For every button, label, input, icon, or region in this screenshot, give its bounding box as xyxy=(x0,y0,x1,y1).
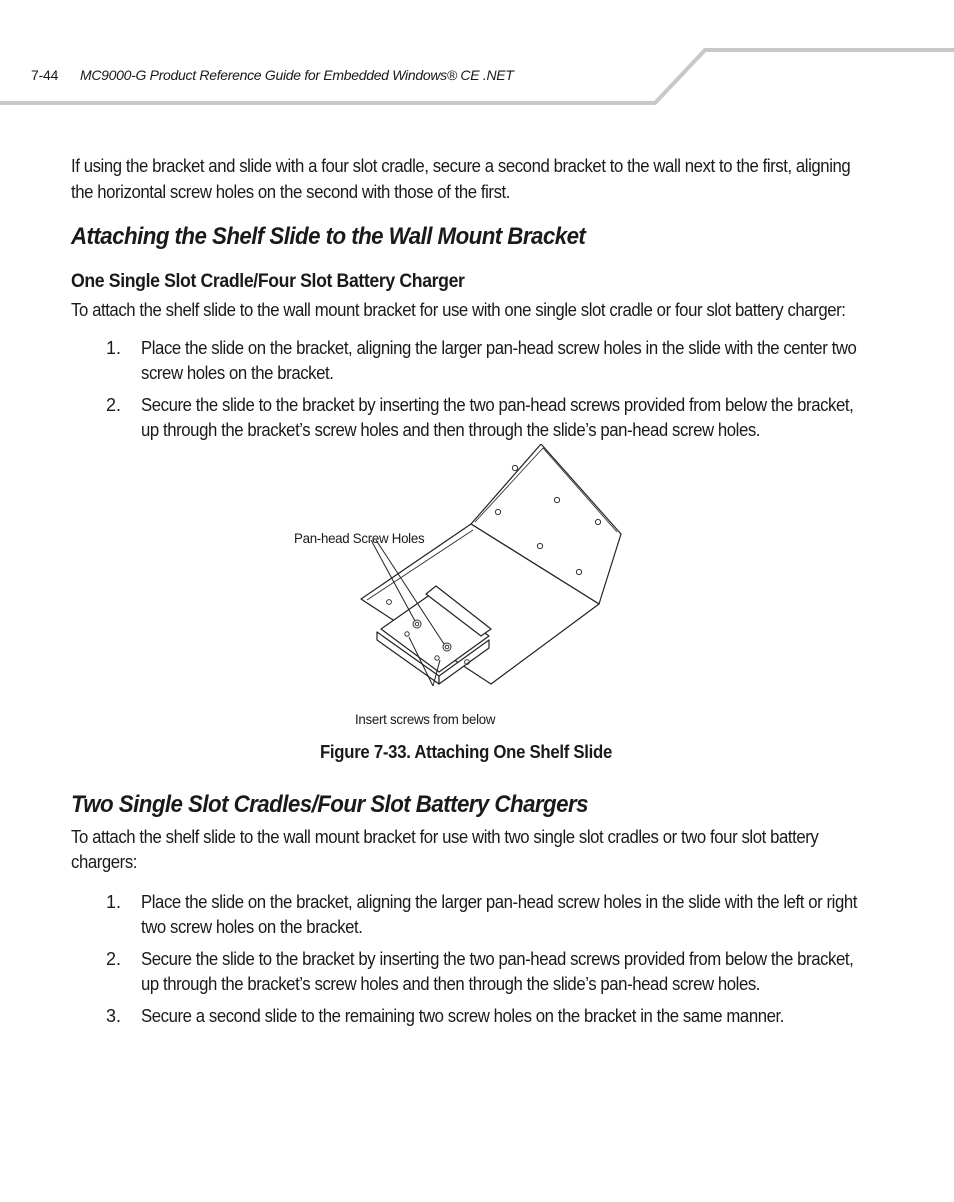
section1-step-2 xyxy=(71,393,861,444)
page-content xyxy=(71,154,861,1029)
section2-step-1 xyxy=(71,890,861,941)
subheading-one-single-slot: One Single Slot Cradle/Four Slot Battery Charger xyxy=(71,271,465,292)
step-text: Secure the slide to the bracket by inserting the two pan-head screws provided from below the bracket, up through the bracket’s screw holes and then through the slide’s pan-head screw holes. xyxy=(141,948,854,994)
page-header xyxy=(0,0,954,110)
intro-paragraph: If using the bracket and slide with a four slot cradle, secure a second bracket to the wall next to the first, aligning the horizontal screw holes on the second with those of the first. xyxy=(71,156,851,202)
callout-pan-head-screw-holes: Pan-head Screw Holes xyxy=(294,529,425,546)
section-heading-attaching: Attaching the Shelf Slide to the Wall Mount Bracket xyxy=(71,223,586,250)
step-number: 3. xyxy=(106,1005,122,1026)
step-text: Place the slide on the bracket, aligning the larger pan-head screw holes in the slide with the left or right two screw holes on the bracket. xyxy=(141,891,857,937)
figure-caption: Figure 7-33. Attaching One Shelf Slide xyxy=(319,741,613,762)
step-number: 2. xyxy=(106,948,122,969)
section2-intro: To attach the shelf slide to the wall mount bracket for use with two single slot cradles or two four slot battery chargers: xyxy=(71,826,819,872)
step-text: Secure the slide to the bracket by inserting the two pan-head screws provided from below the bracket, up through the bracket’s screw holes and then through the slide’s pan-head screw holes. xyxy=(141,394,854,440)
section-heading-two-single-slot: Two Single Slot Cradles/Four Slot Battery Chargers xyxy=(71,790,588,818)
step-text: Place the slide on the bracket, aligning the larger pan-head screw holes in the slide with the center two screw holes on the bracket. xyxy=(141,337,857,383)
figure-shelf-slide xyxy=(71,444,861,734)
section2-step-3 xyxy=(71,1004,861,1030)
header-rule xyxy=(0,0,954,110)
section1-intro: To attach the shelf slide to the wall mount bracket for use with one single slot cradle or four slot battery charger: xyxy=(71,300,846,320)
step-number: 2. xyxy=(106,394,122,415)
page-number: 7-44 xyxy=(31,67,59,83)
running-title: MC9000-G Product Reference Guide for Embedded Windows® CE .NET xyxy=(80,67,514,83)
step-number: 1. xyxy=(106,891,122,912)
section2-step-2 xyxy=(71,947,861,998)
step-text: Secure a second slide to the remaining two screw holes on the bracket in the same manner. xyxy=(141,1005,784,1026)
step-number: 1. xyxy=(106,337,122,358)
callout-insert-screws: Insert screws from below xyxy=(355,710,496,727)
section1-step-1 xyxy=(71,336,861,387)
shelf-slide-illustration xyxy=(71,444,861,734)
